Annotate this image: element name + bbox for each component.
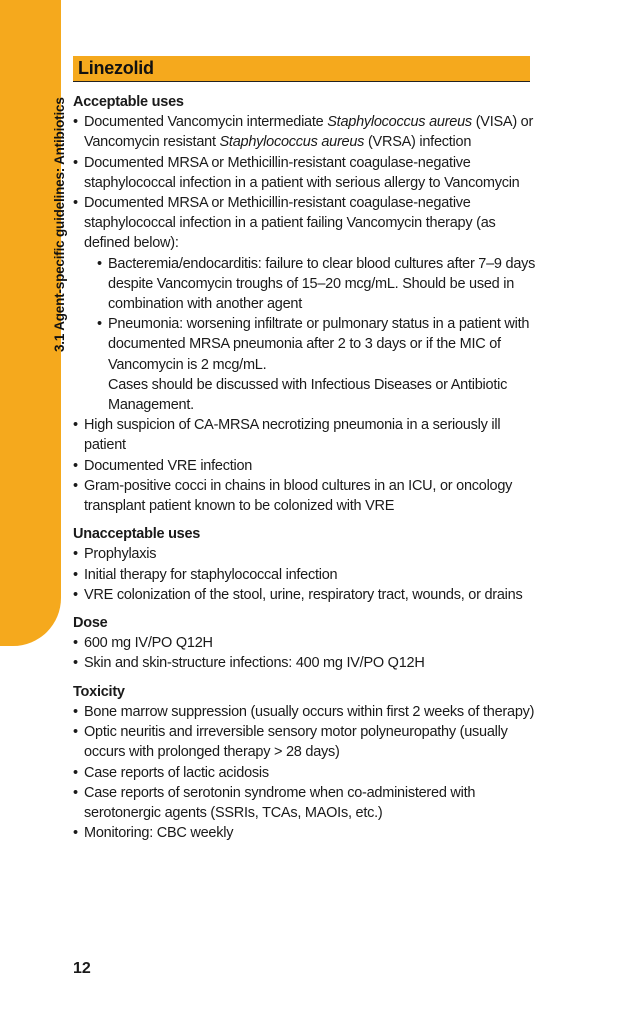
list-item: • Initial therapy for staphylococcal infection (73, 565, 538, 585)
list-item: • High suspicion of CA-MRSA necrotizing pneumonia in a seriously ill patient (73, 415, 538, 455)
drug-title-bar (73, 56, 530, 82)
list-item: • Case reports of serotonin syndrome when co-administered with serotonergic agents (SSRIs, TCAs, MAOIs, etc.) (73, 783, 538, 823)
drug-title: Linezolid (78, 58, 154, 78)
unacceptable-uses-heading: Unacceptable uses (73, 526, 201, 543)
list-item: • Documented VRE infection (73, 456, 538, 476)
list-item: • Bone marrow suppression (usually occurs within first 2 weeks of therapy) (73, 702, 538, 722)
list-item: • Pneumonia: worsening infiltrate or pulmonary status in a patient with documented MRSA pneumonia after 2 to 3 days or if the MIC of Vancomycin is 2 mcg/mL. (97, 314, 538, 375)
page-content (73, 56, 538, 843)
list-item: • Case reports of lactic acidosis (73, 763, 538, 783)
list-item: • VRE colonization of the stool, urine, respiratory tract, wounds, or drains (73, 585, 538, 605)
list-item: • Gram-positive cocci in chains in blood cultures in an ICU, or oncology transplant patient known to be colonized with VRE (73, 476, 538, 516)
consult-note: Cases should be discussed with Infectious Diseases or Antibiotic Management. (108, 376, 508, 414)
item-text: (VISA) or Vancomycin resistant (84, 114, 534, 151)
list-item: • Documented MRSA or Methicillin-resistant coagulase-negative staphylococcal infection in a patient with serious allergy to Vancomycin (73, 153, 538, 193)
acceptable-uses-heading: Acceptable uses (73, 94, 184, 110)
list-item: • Skin and skin-structure infections: 400 mg IV/PO Q12H (73, 653, 538, 673)
organism-name: Staphylococcus aureus (219, 134, 365, 151)
dose-list (73, 633, 538, 673)
section-side-label: 3.1 Agent-specific guidelines: Antibiotics (52, 97, 67, 352)
page-number: 12 (73, 960, 91, 977)
dose-heading: Dose (73, 615, 108, 632)
list-item (73, 112, 538, 152)
item-text: Documented Vancomycin intermediate (84, 114, 328, 131)
acceptable-uses-list (73, 112, 538, 253)
item-text: (VRSA) infection (364, 134, 472, 151)
list-item: • Optic neuritis and irreversible sensory motor polyneuropathy (usually occurs with prolonged therapy > 28 days) (73, 722, 538, 762)
list-item: • Documented MRSA or Methicillin-resistant coagulase-negative staphylococcal infection in a patient failing Vancomycin therapy (as defined below): (73, 193, 538, 254)
failure-criteria-list (97, 254, 538, 375)
list-item: • 600 mg IV/PO Q12H (73, 633, 538, 653)
toxicity-list (73, 702, 538, 843)
organism-name: Staphylococcus aureus (327, 114, 472, 131)
list-item: • Bacteremia/endocarditis: failure to clear blood cultures after 7–9 days despite Vancomycin troughs of 15–20 mcg/mL. Should be used in combination with another agent (97, 254, 538, 315)
list-item: • Monitoring: CBC weekly (73, 823, 538, 843)
unacceptable-uses-list (73, 544, 538, 605)
list-item: • Prophylaxis (73, 544, 538, 564)
toxicity-heading: Toxicity (73, 683, 125, 700)
acceptable-uses-list-continued (73, 415, 538, 516)
